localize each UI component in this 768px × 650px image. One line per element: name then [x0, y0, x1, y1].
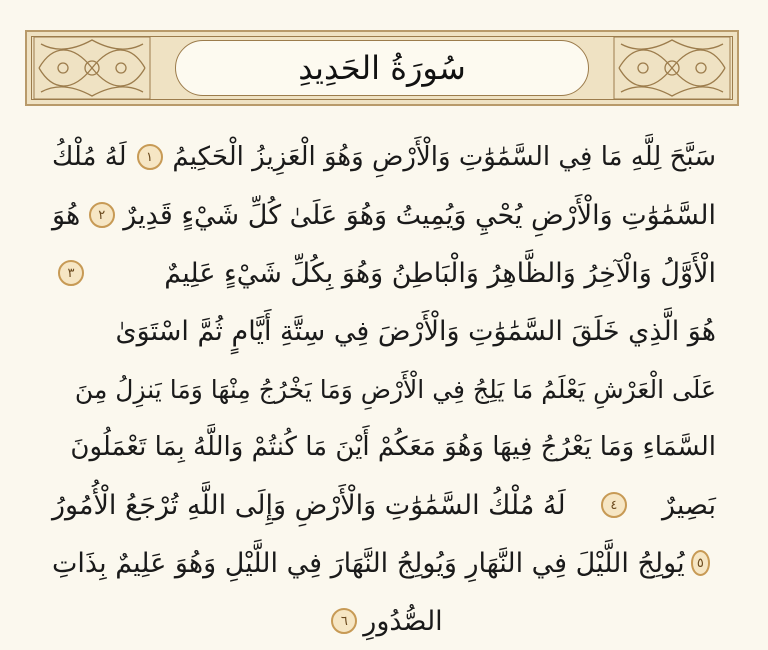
verse-text: هُوَ الَّذِي خَلَقَ السَّمَٰوَٰتِ وَالْأَرْضَ فِي سِتَّةِ أَيَّامٍ ثُمَّ اسْتَوَىٰ: [115, 315, 716, 347]
verse-line: [52, 244, 716, 302]
ayah-number-marker: ٤: [601, 492, 627, 518]
ayah-number-marker: ٢: [89, 202, 115, 228]
title-cartouche: [175, 40, 589, 96]
arabesque-ornament-left-icon: [33, 36, 151, 100]
verse-text: سَبَّحَ لِلَّهِ مَا فِي السَّمَٰوَٰتِ وَالْأَرْضِ وَهُوَ الْعَزِيزُ الْحَكِيمُ: [172, 142, 716, 172]
verse-text: لَهُ مُلْكُ: [52, 142, 127, 172]
ayah-number-marker: ١: [137, 144, 163, 170]
verse-line: [52, 360, 716, 418]
verse-text: السَّمَٰوَٰتِ وَالْأَرْضِ يُحْيِ وَيُمِيتُ وَهُوَ عَلَىٰ كُلِّ شَيْءٍ قَدِيرٌ: [123, 199, 716, 231]
verse-line: [52, 418, 716, 476]
verse-line: [52, 534, 716, 592]
surah-title: سُورَةُ الحَدِيدِ: [298, 49, 466, 87]
arabesque-ornament-right-icon: [613, 36, 731, 100]
verse-line: [52, 128, 716, 186]
verse-text: لَهُ مُلْكُ السَّمَٰوَٰتِ وَالْأَرْضِ وَإِلَى اللَّهِ تُرْجَعُ الْأُمُورُ: [52, 489, 566, 521]
verse-line: [52, 592, 716, 650]
verse-line: [52, 476, 716, 534]
ayah-number-marker: ٣: [58, 260, 84, 286]
verse-text: عَلَى الْعَرْشِ يَعْلَمُ مَا يَلِجُ فِي الْأَرْضِ وَمَا يَخْرُجُ مِنْهَا وَمَا يَنزِلُ مِنَ: [74, 374, 716, 404]
ayah-number-marker: ٦: [331, 608, 357, 634]
verse-line: [52, 302, 716, 360]
verse-text: الصُّدُورِ: [363, 605, 443, 637]
verse-text: يُولِجُ اللَّيْلَ فِي النَّهَارِ وَيُولِجُ النَّهَارَ فِي اللَّيْلِ وَهُوَ عَلِيمٌ بِذَاتِ: [52, 547, 685, 579]
ayah-number-marker: ٥: [691, 550, 710, 576]
verse-text: الْأَوَّلُ وَالْآخِرُ وَالظَّاهِرُ وَالْبَاطِنُ وَهُوَ بِكُلِّ شَيْءٍ عَلِيمٌ: [164, 257, 716, 289]
verse-text: السَّمَاءِ وَمَا يَعْرُجُ فِيهَا وَهُوَ مَعَكُمْ أَيْنَ مَا كُنتُمْ وَاللَّهُ بِمَا تَعْمَلُونَ: [70, 432, 716, 462]
verse-line: [52, 186, 716, 244]
verse-text: بَصِيرٌ: [662, 489, 716, 521]
verses-block: [52, 128, 716, 650]
surah-header: [25, 30, 739, 106]
verse-text: هُوَ: [52, 199, 81, 231]
